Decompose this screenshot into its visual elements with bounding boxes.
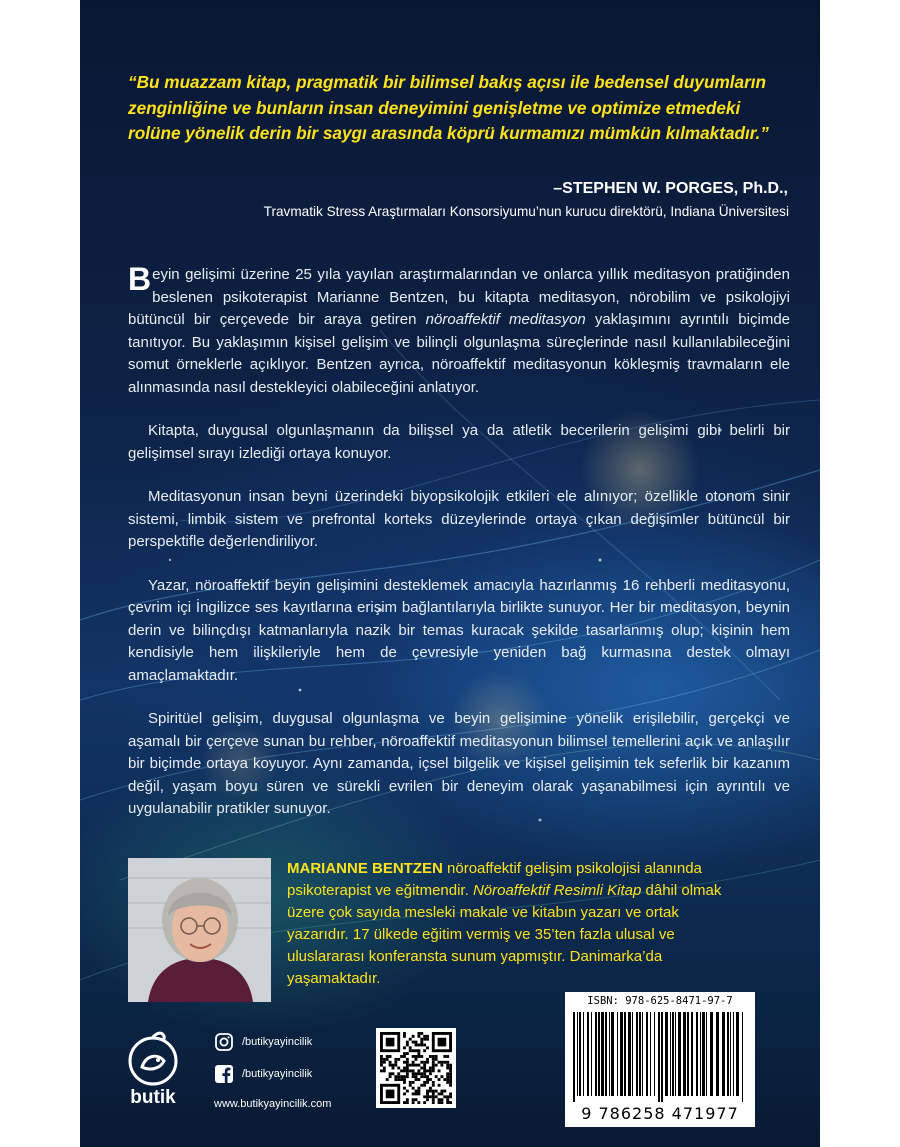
qr-code-icon[interactable] xyxy=(376,1028,456,1108)
publisher-logo-text: butik xyxy=(130,1087,176,1108)
paragraph-4: Yazar, nöroaffektif beyin gelişimini desteklemek amacıyla hazırlanmış 16 rehberli meditasyonu, çevrim içi İngilizce ses kayıtlarına erişim bağlantılarıyla birlikte sunuyor. Her bir meditasyon, beynin derin ve bilinçdışı katmanlarıyla nazik bir temas kuracak şekilde tasarlanmış olup; kişinin hem kendisiyle hem ilişkileriyle hem de çevresiyle yeniden bağ kurmasına destek olmayı amaçlamaktadır. xyxy=(128,576,790,684)
endorsement-quote: “Bu muazzam kitap, pragmatik bir bilimsel bakış açısı ile bedensel duyumların zenginliğine ve bunların insan deneyimini genişletme ve optimize etmedeki rolüne yönelik derin bir saygı arasında köprü kurmamızı mümkün kılmaktadır.” xyxy=(128,72,769,143)
instagram-link[interactable] xyxy=(214,1032,312,1052)
back-cover xyxy=(80,0,820,1147)
paragraph-2: Kitapta, duygusal olgunlaşmanın da bilişsel ya da atletik becerilerin gelişimi gibi belirli bir gelişimsel sırayı izlediği ortaya konuyor. xyxy=(128,422,790,462)
author-photo xyxy=(128,858,271,1002)
instagram-icon xyxy=(214,1032,234,1052)
facebook-handle: /butikyayincilik xyxy=(242,1068,313,1080)
drop-cap: B xyxy=(128,261,152,297)
instagram-handle: /butikyayincilik xyxy=(242,1036,313,1048)
barcode-icon xyxy=(571,1012,749,1102)
facebook-icon xyxy=(214,1064,234,1084)
paragraph-5: Spiritüel gelişim, duygusal olgunlaşma ve beyin gelişimine yönelik erişilebilir, gerçekçi ve aşamalı bir çerçeve sunan bu rehber, nöroaffektif meditasyonun bilimsel temellerini açık ve anlaşılır bir biçimde ortaya koyuyor. Aynı zamanda, içsel bilgelik ve kişisel gelişimin tek seferlik bir kazanım değil, yaşam boyu süren ve sürekli evrilen bir deneyim olarak yaşanabilmesi için ayrıntılı ve uygulanabilir pratikler sunuyor. xyxy=(128,710,790,817)
quote-affiliation: Travmatik Stress Araştırmaları Konsorsiyumu’nun kurucu direktörü, Indiana Üniversitesi xyxy=(263,204,789,219)
author-book-title: Nöroaffektif Resimli Kitap xyxy=(472,882,642,899)
description-text xyxy=(128,261,790,842)
author-bio: MARIANNE BENTZEN nöroaffektif gelişim psikolojisi alanında psikoterapist ve eğitmendir. Nöroaffektif Resimli Kitap dâhil olmak üzere çok sayıda mesleki makale ve kitabın yazarı ve ortak yazarıdır. 17 ülkede eğitim vermiş ve 35’ten fazla ulusal ve uluslararası konferansta sunum yapmıştır. Danimarka’da yaşamaktadır. xyxy=(287,860,722,987)
quote-author: –STEPHEN W. PORGES, Ph.D., xyxy=(553,180,788,197)
isbn-label: ISBN: 978-625-8471-97-7 xyxy=(587,995,733,1007)
barcode-digits: 9 786258 471977 xyxy=(581,1104,739,1123)
isbn-barcode xyxy=(565,992,755,1127)
facebook-link[interactable] xyxy=(214,1064,312,1084)
paragraph-1: Beyin gelişimi üzerine 25 yıla yayılan araştırmalarından ve onlarca yıllık meditasyon pratiğinden beslenen psikoterapist Marianne Bentzen, bu kitapta meditasyon, nörobilim ve psikolojiyi bütüncül bir çerçevede bir araya getiren nöroaffektif meditasyon yaklaşımını ayrıntılı biçimde tanıtıyor. Bu yaklaşımın kişisel gelişim ve bilinçli olgunlaşma süreçlerinde nasıl kullanılabileceğini somut örneklerle açıklıyor. Bentzen ayrıca, nöroaffektif meditasyonun kökleşmiş travmaların ele alınmasında nasıl destekleyici olabileceğini anlatıyor. xyxy=(128,261,790,396)
website-link[interactable]: www.butikyayincilik.com xyxy=(214,1098,332,1110)
paragraph-3: Meditasyonun insan beyni üzerindeki biyopsikolojik etkileri ele alınıyor; özellikle otonom sinir sistemi, limbik sistem ve prefrontal korteks düzeylerinde ortaya çıkan değişimler bütüncül bir perspektifle değerlendiriliyor. xyxy=(128,488,790,550)
author-name: MARIANNE BENTZEN xyxy=(287,860,443,877)
